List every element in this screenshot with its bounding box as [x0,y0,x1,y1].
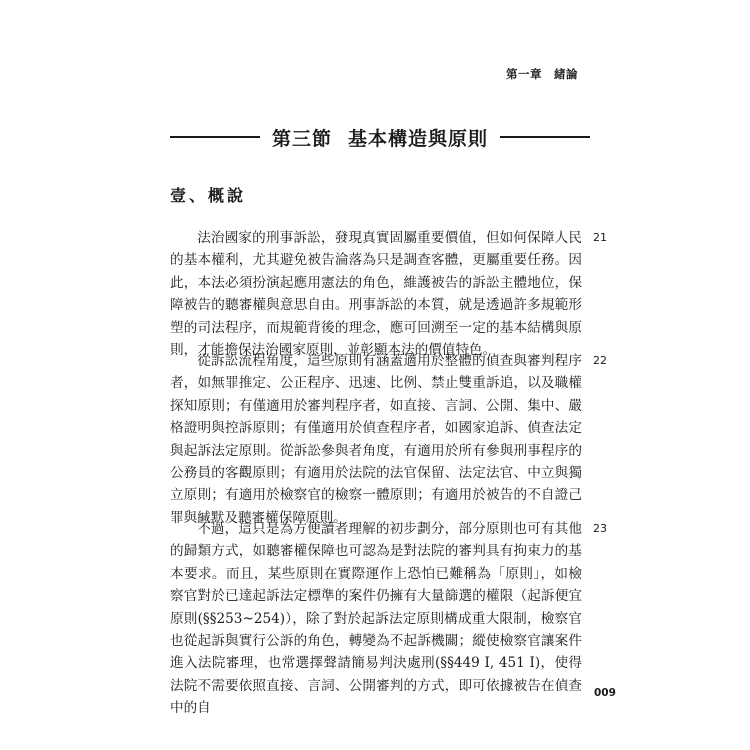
paragraph-text: 不過，這只是為方便讀者理解的初步劃分，部分原則也可有其他的歸類方式，如聽審權保障也可認為是對法院的審判具有拘束力的基本要求。而且，某些原則在實際運作上恐怕已難稱為「原則」，如檢察官對於已達起訴法定標準的案件仍擁有大量篩選的權限（起訴便宜原則(§§253~254)），除了對於起訴法定原則構成重大限制，檢察官也從起訴與實行公訴的角色，轉變為不起訴機關；縱使檢察官讓案件進入法院審理，也常選擇聲請簡易判決處刑(§§449 I, 451 I)，使得法院不需要依照直接、言詞、公開審判的方式，即可依據被告在偵查中的自 [170,521,582,717]
title-rule-right [500,136,590,138]
paragraph-23 [170,518,582,720]
section-name: 基本構造與原則 [348,127,489,150]
marginal-number: 23 [593,522,607,535]
running-header [506,66,578,82]
chapter-number: 第一章 [506,67,542,81]
marginal-number: 22 [593,354,607,367]
subheading: 壹、概說 [170,186,247,205]
marginal-number: 21 [593,231,607,244]
paragraph-text: 法治國家的刑事訴訟，發現真實固屬重要價值，但如何保障人民的基本權利，尤其避免被告淪落為只是調查客體，更屬重要任務。因此，本法必須扮演起應用憲法的角色，維護被告的訴訟主體地位，保障被告的聽審權與意思自由。刑事訴訟的本質，就是透過許多規範形塑的司法程序，而規範背後的理念，應可回溯至一定的基本結構與原則，才能擔保法治國家原則，並彰顯本法的價值特色。 [170,230,582,359]
paragraph-21 [170,227,582,361]
section-number: 第三節 [271,127,332,150]
section-heading [170,122,590,152]
paragraph-22 [170,350,582,529]
page-number: 009 [594,687,616,699]
chapter-title: 緒論 [554,67,578,81]
section-title [260,124,500,151]
paragraph-text: 從訴訟流程角度，這些原則有涵蓋適用於整體的偵查與審判程序者，如無罪推定、公正程序、迅速、比例、禁止雙重訴追，以及職權探知原則；有僅適用於審判程序者，如直接、言詞、公開、集中、嚴格證明與控訴原則；有僅適用於偵查程序者，如國家追訴、偵查法定與起訴法定原則。從訴訟參與者角度，有適用於所有參與刑事程序的公務員的客觀原則；有適用於法院的法官保留、法定法官、中立與獨立原則；有適用於檢察官的檢察一體原則；有適用於被告的不自證己罪與緘默及聽審權保障原則。 [170,353,582,526]
title-rule-left [170,136,260,138]
